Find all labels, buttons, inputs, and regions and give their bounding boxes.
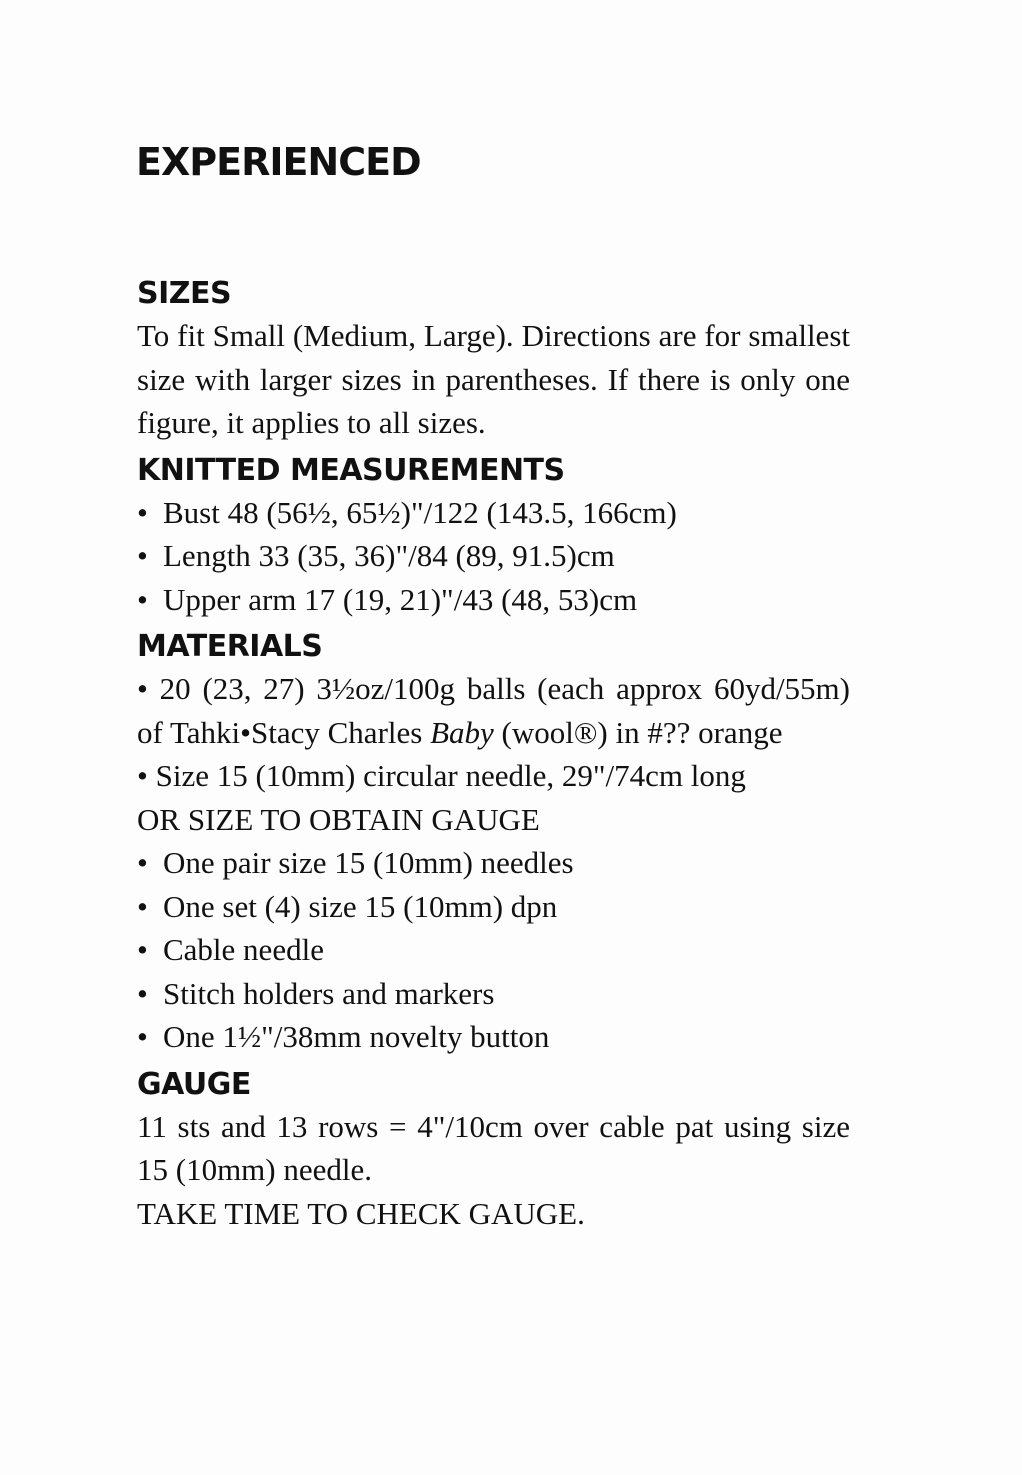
bullet: •	[137, 538, 148, 573]
bullet: •	[137, 494, 148, 530]
needle-text: Size 15 (10mm) circular needle, 29"/74cm long	[155, 758, 746, 793]
needle-gauge-note: OR SIZE TO OBTAIN GAUGE	[137, 801, 540, 837]
list-item	[137, 491, 850, 535]
list-item	[137, 972, 850, 1016]
bullet: •	[137, 581, 148, 617]
list-item	[137, 885, 850, 929]
yarn-text-before: 20 (23, 27) 3½oz/100g balls (each approx 60yd/55m) of Tahki•Stacy Charles	[137, 671, 850, 750]
bullet: •	[137, 758, 148, 793]
measurements-list	[137, 491, 850, 622]
gauge-section	[137, 1065, 850, 1236]
bullet: •	[137, 932, 148, 967]
yarn-text-after: (wool®) in #?? orange	[493, 714, 783, 750]
sizes-heading: SIZES	[137, 276, 232, 311]
materials-heading: MATERIALS	[137, 629, 323, 664]
list-item	[137, 928, 850, 972]
materials-list	[137, 841, 850, 1059]
pattern-content	[137, 274, 850, 1241]
list-item	[137, 578, 850, 622]
measurement-length: Length 33 (35, 36)"/84 (89, 91.5)cm	[163, 538, 615, 573]
materials-yarn	[137, 667, 850, 754]
material-item: One pair size 15 (10mm) needles	[163, 845, 574, 880]
gauge-text: 11 sts and 13 rows = 4"/10cm over cable pat using size 15 (10mm) needle.	[137, 1108, 850, 1187]
bullet: •	[137, 1019, 148, 1054]
sizes-section	[137, 274, 850, 445]
material-item: One 1½"/38mm novelty button	[163, 1019, 550, 1054]
sizes-text: To fit Small (Medium, Large). Directions are for smallest size with larger sizes in parentheses. If there is only one figure, it applies to all sizes.	[137, 318, 850, 440]
bullet: •	[137, 975, 148, 1011]
measurements-heading: KNITTED MEASUREMENTS	[137, 452, 565, 488]
bullet: •	[137, 671, 148, 706]
materials-section	[137, 627, 850, 1059]
bullet: •	[137, 845, 148, 880]
material-item: Stitch holders and markers	[163, 975, 495, 1011]
measurement-upper-arm: Upper arm 17 (19, 21)"/43 (48, 53)cm	[163, 581, 638, 617]
material-item: Cable needle	[163, 932, 324, 967]
gauge-heading: GAUGE	[137, 1066, 251, 1102]
yarn-name: Baby	[430, 714, 494, 750]
materials-needle	[137, 754, 850, 798]
material-item: One set (4) size 15 (10mm) dpn	[163, 888, 558, 924]
bullet: •	[137, 888, 148, 924]
list-item	[137, 841, 850, 885]
gauge-note: TAKE TIME TO CHECK GAUGE.	[137, 1195, 585, 1231]
skill-level-heading: EXPERIENCED	[136, 140, 421, 184]
measurements-section	[137, 451, 850, 622]
list-item	[137, 1015, 850, 1059]
list-item	[137, 534, 850, 578]
measurement-bust: Bust 48 (56½, 65½)"/122 (143.5, 166cm)	[163, 494, 677, 530]
